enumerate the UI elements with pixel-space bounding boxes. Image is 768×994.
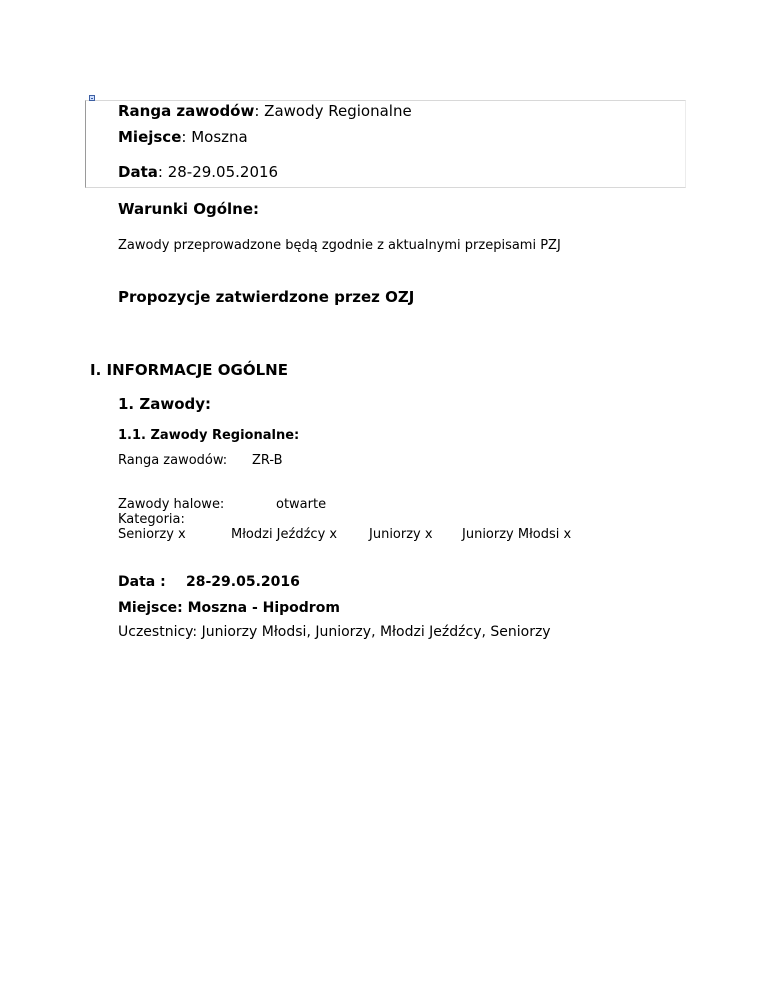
data-value: 28-29.05.2016 — [186, 574, 300, 590]
header-data-value: : 28-29.05.2016 — [157, 163, 279, 181]
category-item: Juniorzy x — [369, 527, 433, 542]
header-miejsce-label: Miejsce — [118, 128, 182, 146]
category-item: Seniorzy x — [118, 527, 186, 542]
ranga-value: ZR-B — [252, 453, 283, 468]
header-ranga — [118, 102, 412, 120]
category-item: Juniorzy Młodsi x — [462, 527, 572, 542]
header-data-label: Data — [118, 163, 158, 181]
category-item: Młodzi Jeźdźcy x — [231, 527, 338, 542]
halowe-value: otwarte — [276, 497, 327, 512]
data-label: Data : — [118, 574, 166, 590]
anchor-marker-icon — [89, 95, 95, 101]
header-ranga-label: Ranga zawodów — [118, 102, 255, 120]
warunki-text: Zawody przeprowadzone będą zgodnie z aktualnymi przepisami PZJ — [118, 238, 561, 253]
warunki-heading: Warunki Ogólne: — [118, 200, 260, 218]
miejsce-line: Miejsce: Moszna - Hipodrom — [118, 600, 340, 616]
header-miejsce — [118, 128, 248, 146]
ranga-label: Ranga zawodów: — [118, 453, 228, 468]
section-heading: I. INFORMACJE OGÓLNE — [90, 361, 288, 379]
subsection-zawody-regionalne: 1.1. Zawody Regionalne: — [118, 428, 300, 443]
kategoria-label: Kategoria: — [118, 512, 185, 527]
header-data — [118, 163, 278, 181]
propozycje-heading: Propozycje zatwierdzone przez OZJ — [118, 288, 415, 306]
header-miejsce-value: : Moszna — [181, 128, 248, 146]
header-ranga-value: : Zawody Regionalne — [254, 102, 412, 120]
halowe-label: Zawody halowe: — [118, 497, 225, 512]
subsection-zawody: 1. Zawody: — [118, 395, 212, 413]
uczestnicy-line: Uczestnicy: Juniorzy Młodsi, Juniorzy, Młodzi Jeźdźcy, Seniorzy — [118, 624, 551, 640]
